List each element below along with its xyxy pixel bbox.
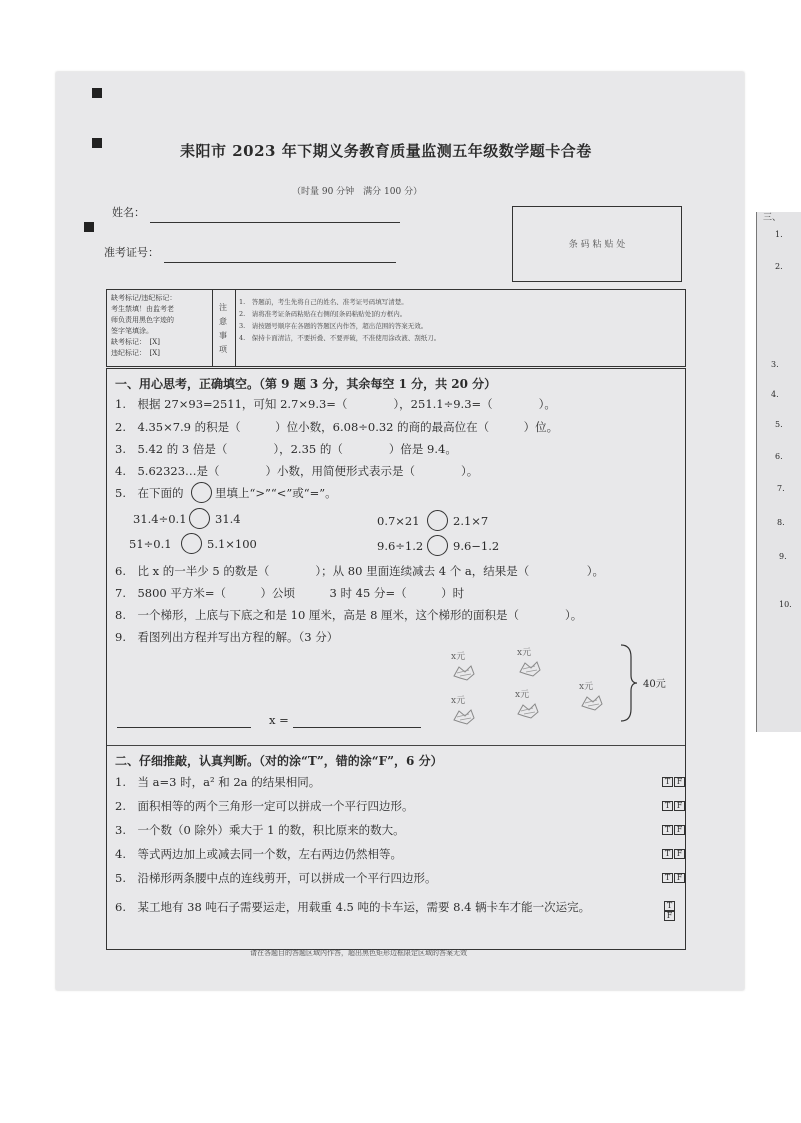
strip-number: 5. <box>775 420 783 429</box>
page-title: 耒阳市 2023 年下期义务教育质量监测五年级数学题卡合卷 <box>180 142 592 160</box>
compare-right: 5.1×100 <box>207 537 257 551</box>
price-tag-item <box>451 693 477 728</box>
question-3: 3. 5.42 的 3 倍是（ ），2.35 的（ ）倍是 9.4。 <box>115 442 457 456</box>
judge-item-6: 6. 某工地有 38 吨石子需要运走，用载重 4.5 吨的卡车运，需要 8.4 辆卡车才能一次运完。 <box>115 900 591 914</box>
note-item: 3. 请按题号顺序在各题的答题区内作答，超出范围的答案无效。 <box>239 322 428 330</box>
price-tag-item <box>579 679 605 714</box>
answer-region <box>106 368 686 950</box>
true-bubble[interactable]: T <box>662 873 673 883</box>
tf-bubbles[interactable] <box>661 825 685 835</box>
x-equals-label: x = <box>269 713 289 727</box>
question-5: 5. 在下面的 <box>115 486 184 500</box>
barcode-area <box>512 206 682 282</box>
name-label: 姓名： <box>112 206 145 219</box>
compare-circle[interactable] <box>427 535 448 556</box>
question-8: 8. 一个梯形，上底与下底之和是 10 厘米，高是 8 厘米，这个梯形的面积是（ ）。 <box>115 608 583 622</box>
compare-right: 9.6−1.2 <box>453 539 500 553</box>
answer-circle[interactable] <box>191 482 212 503</box>
false-bubble[interactable]: F <box>674 849 685 859</box>
corner-marker <box>92 138 102 148</box>
section2-title: 二、仔细推敲，认真判断。（对的涂“T”，错的涂“F”，6 分） <box>115 754 443 768</box>
true-bubble[interactable]: T <box>662 801 673 811</box>
compare-left: 0.7×21 <box>377 514 420 528</box>
compare-circle[interactable] <box>181 533 202 554</box>
next-page-strip <box>756 212 801 732</box>
question-5-tail: 里填上“>”“<”或“=”。 <box>215 486 337 500</box>
compare-left: 51÷0.1 <box>129 537 172 551</box>
exam-id-label: 准考证号： <box>104 246 159 259</box>
true-bubble[interactable]: T <box>662 777 673 787</box>
strip-heading: 三、 <box>763 213 782 223</box>
equation-field[interactable] <box>117 727 251 728</box>
notice-box <box>106 289 686 367</box>
strip-number: 3. <box>771 360 779 369</box>
question-2: 2. 4.35×7.9 的积是（ ）位小数，6.08÷0.32 的商的最高位在（ ）位。 <box>115 420 559 434</box>
corner-marker <box>92 88 102 98</box>
judge-item-1: 1. 当 a=3 时，a² 和 2a 的结果相同。 <box>115 775 321 789</box>
price-tag-label: x元 <box>515 690 530 700</box>
judge-item-5: 5. 沿梯形两条腰中点的连线剪开，可以拼成一个平行四边形。 <box>115 871 437 885</box>
strip-number: 4. <box>771 390 779 399</box>
barcode-label: 条 码 粘 贴 处 <box>568 240 626 250</box>
answer-sheet <box>56 72 792 990</box>
question-6: 6. 比 x 的一半少 5 的数是（ ）；从 80 里面连续减去 4 个 a，结果是（ ）。 <box>115 564 604 578</box>
tf-bubbles[interactable] <box>661 801 685 811</box>
price-tag-item <box>517 645 543 680</box>
compare-right: 2.1×7 <box>453 514 489 528</box>
true-bubble[interactable]: T <box>664 901 675 911</box>
absent-mark[interactable]: 缺考标记： [X] <box>111 338 160 346</box>
absence-text: 考生禁填！由监考老 <box>111 305 174 313</box>
question-7: 7. 5800 平方米=（ ）公顷 3 时 45 分=（ ）时 <box>115 586 465 600</box>
price-tag-item <box>451 649 477 684</box>
compare-right: 31.4 <box>215 512 241 526</box>
compare-circle[interactable] <box>427 510 448 531</box>
absence-text: 师负责用黑色字迹的 <box>111 316 174 324</box>
price-tag-label: x元 <box>517 648 532 658</box>
note-item: 4. 保持卡面清洁，不要折叠、不要弄破，不准使用涂改液、刮纸刀。 <box>239 334 441 342</box>
notes-title: 注 意 事 项 <box>213 290 236 366</box>
section1-title: 一、用心思考，正确填空。（第 9 题 3 分，其余每空 1 分，共 20 分） <box>115 377 497 391</box>
price-tag-item <box>515 687 541 722</box>
true-bubble[interactable]: T <box>662 849 673 859</box>
false-bubble[interactable]: F <box>674 777 685 787</box>
question-1: 1. 根据 27×93=2511，可知 2.7×9.3=（ ），251.1÷9.3=（ ）。 <box>115 397 556 411</box>
violation-mark[interactable]: 违纪标记： [X] <box>111 349 160 357</box>
absence-mark-cell <box>107 290 213 366</box>
note-item: 1. 答题前，考生先将自己的姓名、准考证号码填写清楚。 <box>239 298 408 306</box>
tf-bubbles[interactable] <box>661 849 685 859</box>
notes-list <box>235 290 685 366</box>
strip-number: 1. <box>775 230 783 239</box>
strip-number: 9. <box>779 552 787 561</box>
footer-note: 请在各题目的答题区域内作答，超出黑色矩形边框限定区域的答案无效 <box>250 949 467 957</box>
brace-icon <box>619 643 639 723</box>
price-tag-label: x元 <box>451 652 466 662</box>
total-price-label: 40元 <box>643 679 666 690</box>
section-divider <box>107 745 685 746</box>
exam-id-field[interactable] <box>164 262 396 263</box>
false-bubble[interactable]: F <box>674 873 685 883</box>
judge-item-2: 2. 面积相等的两个三角形一定可以拼成一个平行四边形。 <box>115 799 414 813</box>
price-tag-label: x元 <box>451 696 466 706</box>
name-field[interactable] <box>150 222 400 223</box>
absence-text: 签字笔填涂。 <box>111 327 153 335</box>
strip-number: 7. <box>777 484 785 493</box>
solution-field[interactable] <box>293 727 421 728</box>
false-bubble[interactable]: F <box>674 825 685 835</box>
tf-bubbles[interactable] <box>661 777 685 787</box>
strip-number: 6. <box>775 452 783 461</box>
question-4: 4. 5.62323…是（ ）小数，用简便形式表示是（ ）。 <box>115 464 479 478</box>
true-bubble[interactable]: T <box>662 825 673 835</box>
question-9: 9. 看图列出方程并写出方程的解。（3 分） <box>115 630 339 644</box>
compare-left: 9.6÷1.2 <box>377 539 424 553</box>
strip-number: 8. <box>777 518 785 527</box>
judge-item-4: 4. 等式两边加上或减去同一个数，左右两边仍然相等。 <box>115 847 402 861</box>
compare-left: 31.4÷0.1 <box>133 512 187 526</box>
false-bubble[interactable]: F <box>664 911 675 921</box>
note-item: 2. 请将准考证条码粘贴在右侧的[条码粘贴处]的方框内。 <box>239 310 407 318</box>
false-bubble[interactable]: F <box>674 801 685 811</box>
price-tag-label: x元 <box>579 682 594 692</box>
page-subtitle: （时量 90 分钟 满分 100 分） <box>292 187 423 197</box>
tf-bubbles[interactable] <box>661 873 685 883</box>
compare-circle[interactable] <box>189 508 210 529</box>
corner-marker <box>84 222 94 232</box>
strip-number: 2. <box>775 262 783 271</box>
strip-number: 10. <box>779 600 792 609</box>
tf-bubbles[interactable] <box>663 901 685 921</box>
absence-text: 缺考标记/违纪标记： <box>111 294 177 302</box>
judge-item-3: 3. 一个数（0 除外）乘大于 1 的数，积比原来的数大。 <box>115 823 405 837</box>
